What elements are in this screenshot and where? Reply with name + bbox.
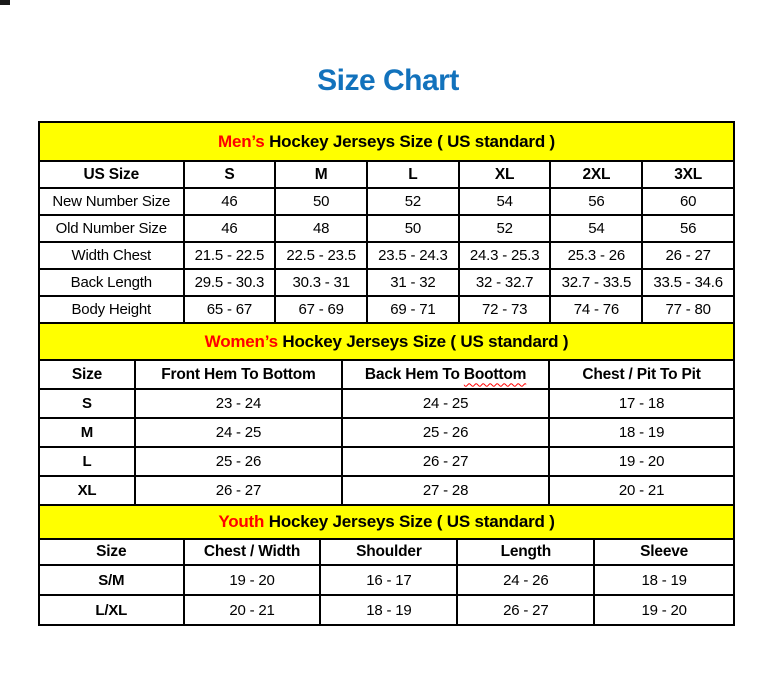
mens-table-cell: 46 <box>184 215 276 242</box>
mens-row-label: Back Length <box>39 269 184 296</box>
mens-table-row <box>39 215 734 242</box>
mens-table-cell: 30.3 - 31 <box>275 269 367 296</box>
mens-table-cell: 54 <box>550 215 642 242</box>
mens-table-cell: 69 - 71 <box>367 296 459 323</box>
womens-table-cell: 25 - 26 <box>135 447 342 476</box>
mens-column-header: US Size <box>39 161 184 188</box>
youth-table-cell: 24 - 26 <box>457 565 594 595</box>
womens-table-cell: 24 - 25 <box>342 389 549 418</box>
mens-table-cell: 52 <box>459 215 551 242</box>
womens-section-banner <box>38 322 735 361</box>
mens-table-cell: 56 <box>642 215 734 242</box>
mens-row-label: New Number Size <box>39 188 184 215</box>
youth-table-cell: 19 - 20 <box>594 595 734 625</box>
youth-row-label: L/XL <box>39 595 184 625</box>
womens-column-header: Chest / Pit To Pit <box>549 360 734 389</box>
womens-table-row <box>39 476 734 505</box>
womens-column-header: Back Hem To Boottom <box>342 360 549 389</box>
womens-table-cell: 27 - 28 <box>342 476 549 505</box>
mens-table-cell: 29.5 - 30.3 <box>184 269 276 296</box>
mens-section-banner <box>38 121 735 162</box>
mens-table-cell: 22.5 - 23.5 <box>275 242 367 269</box>
womens-column-header: Front Hem To Bottom <box>135 360 342 389</box>
youth-table-cell: 16 - 17 <box>320 565 457 595</box>
mens-table-row <box>39 269 734 296</box>
womens-table-container <box>38 359 735 506</box>
youth-column-header: Length <box>457 539 594 565</box>
mens-table-cell: 25.3 - 26 <box>550 242 642 269</box>
mens-table-cell: 60 <box>642 188 734 215</box>
mens-row-label: Body Height <box>39 296 184 323</box>
mens-table-cell: 46 <box>184 188 276 215</box>
womens-row-label: M <box>39 418 135 447</box>
womens-row-label: S <box>39 389 135 418</box>
mens-row-label: Old Number Size <box>39 215 184 242</box>
mens-table-cell: 74 - 76 <box>550 296 642 323</box>
mens-table-cell: 54 <box>459 188 551 215</box>
womens-row-label: XL <box>39 476 135 505</box>
mens-table-cell: 31 - 32 <box>367 269 459 296</box>
mens-size-table <box>38 160 735 324</box>
mens-column-header: 3XL <box>642 161 734 188</box>
mens-table-cell: 33.5 - 34.6 <box>642 269 734 296</box>
mens-table-cell: 72 - 73 <box>459 296 551 323</box>
mens-table-cell: 77 - 80 <box>642 296 734 323</box>
mens-banner-highlight: Men’s <box>217 131 265 151</box>
mens-column-header: XL <box>459 161 551 188</box>
mens-table-cell: 26 - 27 <box>642 242 734 269</box>
womens-table-cell: 24 - 25 <box>135 418 342 447</box>
mens-header-row <box>39 161 734 188</box>
mens-banner-text: Hockey Jerseys Size ( US standard ) <box>264 131 555 151</box>
mens-table-cell: 52 <box>367 188 459 215</box>
youth-column-header: Chest / Width <box>184 539 321 565</box>
womens-table-row <box>39 418 734 447</box>
mens-table-cell: 23.5 - 24.3 <box>367 242 459 269</box>
mens-table-cell: 50 <box>275 188 367 215</box>
mens-table-cell: 21.5 - 22.5 <box>184 242 276 269</box>
mens-column-header: S <box>184 161 276 188</box>
mens-row-label: Width Chest <box>39 242 184 269</box>
mens-table-cell: 65 - 67 <box>184 296 276 323</box>
youth-banner-highlight: Youth <box>218 512 265 531</box>
spellcheck-underline: Boottom <box>463 365 527 383</box>
screenshot-corner-artifact <box>0 0 10 5</box>
youth-table-cell: 18 - 19 <box>320 595 457 625</box>
mens-table-row <box>39 242 734 269</box>
youth-column-header: Size <box>39 539 184 565</box>
womens-table-cell: 23 - 24 <box>135 389 342 418</box>
womens-column-header: Size <box>39 360 135 389</box>
youth-banner-text: Hockey Jerseys Size ( US standard ) <box>264 512 555 531</box>
youth-section-banner <box>38 504 735 540</box>
mens-table-cell: 48 <box>275 215 367 242</box>
mens-column-header: M <box>275 161 367 188</box>
womens-banner-highlight: Women’s <box>204 331 278 351</box>
youth-column-header: Shoulder <box>320 539 457 565</box>
youth-table-cell: 18 - 19 <box>594 565 734 595</box>
womens-banner-text: Hockey Jerseys Size ( US standard ) <box>277 331 569 351</box>
womens-table-row <box>39 447 734 476</box>
womens-table-cell: 18 - 19 <box>549 418 734 447</box>
womens-table-cell: 26 - 27 <box>342 447 549 476</box>
womens-table-cell: 20 - 21 <box>549 476 734 505</box>
womens-table-cell: 26 - 27 <box>135 476 342 505</box>
mens-table-row <box>39 296 734 323</box>
youth-table-cell: 26 - 27 <box>457 595 594 625</box>
womens-header-row <box>39 360 734 389</box>
youth-table-row <box>39 595 734 625</box>
mens-column-header: L <box>367 161 459 188</box>
youth-size-table <box>38 538 735 626</box>
mens-column-header: 2XL <box>550 161 642 188</box>
youth-table-cell: 20 - 21 <box>184 595 321 625</box>
mens-table-row <box>39 188 734 215</box>
womens-table-cell: 19 - 20 <box>549 447 734 476</box>
page-title: Size Chart <box>317 64 459 97</box>
womens-size-table <box>38 359 735 506</box>
mens-table-cell: 32.7 - 33.5 <box>550 269 642 296</box>
mens-table-cell: 32 - 32.7 <box>459 269 551 296</box>
mens-table-cell: 56 <box>550 188 642 215</box>
youth-column-header: Sleeve <box>594 539 734 565</box>
womens-table-cell: 25 - 26 <box>342 418 549 447</box>
mens-table-cell: 67 - 69 <box>275 296 367 323</box>
size-chart-body <box>38 121 735 626</box>
mens-table-cell: 50 <box>367 215 459 242</box>
mens-table-container <box>38 160 735 324</box>
mens-table-cell: 24.3 - 25.3 <box>459 242 551 269</box>
womens-table-cell: 17 - 18 <box>549 389 734 418</box>
youth-row-label: S/M <box>39 565 184 595</box>
womens-table-row <box>39 389 734 418</box>
womens-row-label: L <box>39 447 135 476</box>
youth-table-container <box>38 538 735 626</box>
youth-table-row <box>39 565 734 595</box>
youth-header-row <box>39 539 734 565</box>
youth-table-cell: 19 - 20 <box>184 565 321 595</box>
